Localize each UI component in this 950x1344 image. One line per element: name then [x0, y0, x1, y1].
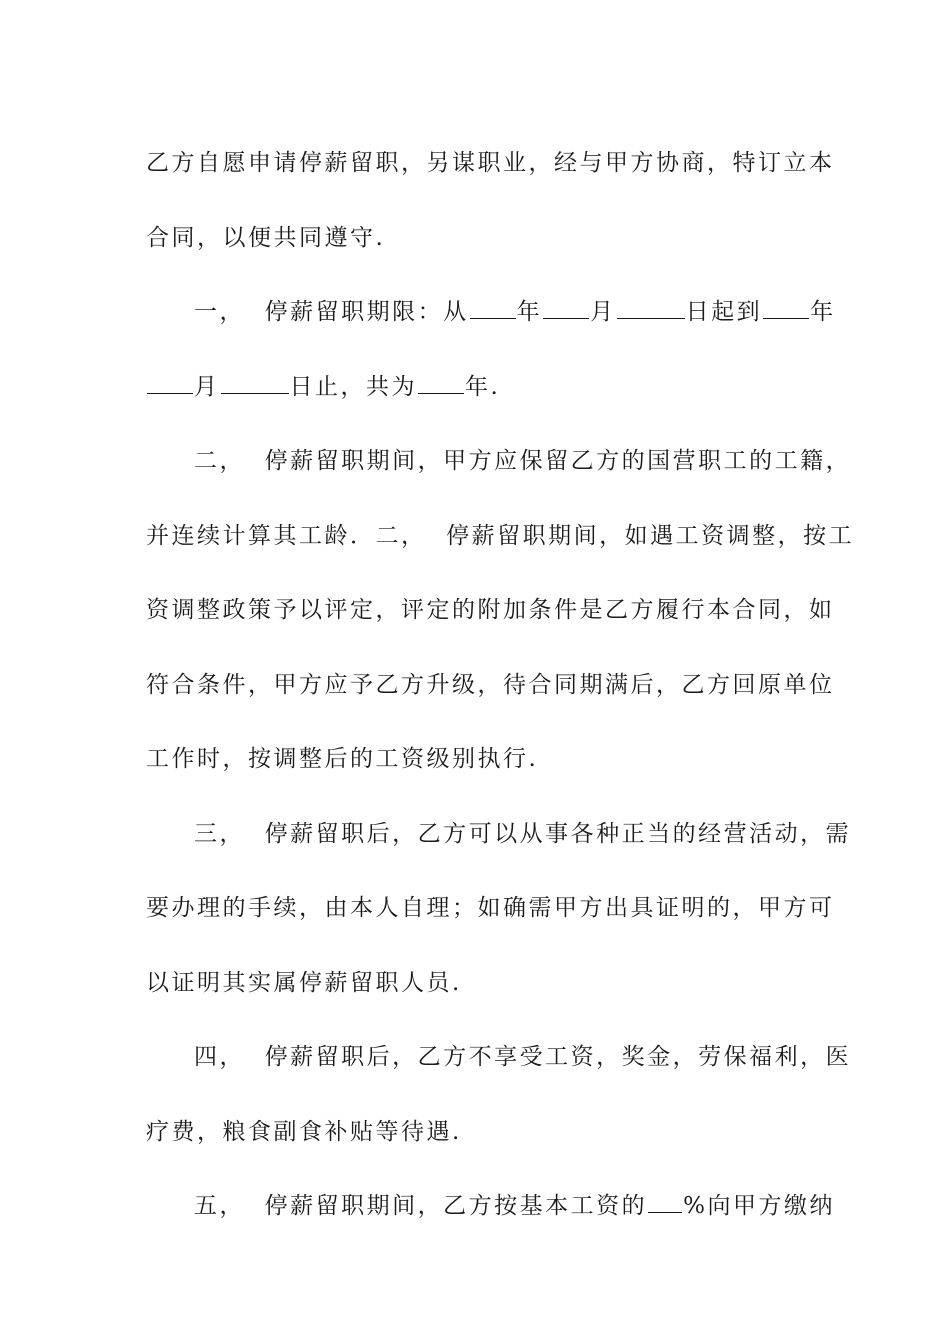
year-total-label: 年. — [465, 373, 501, 400]
clause-5-text-1b: %向甲方缴纳 — [683, 1193, 835, 1219]
clause-2-line-3: 资调整政策予以评定，评定的附加条件是乙方履行本合同，如 — [146, 597, 835, 623]
clause-1-line-1 — [146, 275, 836, 350]
clause-3-line-2: 要办理的手续，由本人自理；如确需甲方出具证明的，甲方可 — [146, 895, 835, 921]
blank-start-month — [543, 298, 589, 319]
blank-end-day — [221, 373, 289, 394]
blank-start-year — [470, 298, 516, 319]
clause-2-line-5: 工作时，按调整后的工资级别执行. — [146, 746, 539, 772]
blank-percent — [648, 1192, 682, 1213]
clause-2-line-2 — [146, 499, 855, 574]
clause-4-line-1 — [146, 1020, 852, 1095]
blank-end-year — [763, 298, 809, 319]
blank-total-years — [418, 373, 464, 394]
clause-1-lead: 停薪留职期限：从 — [264, 299, 469, 325]
clause-5-number: 五， — [194, 1193, 245, 1219]
clause-4-line-2: 疗费，粮食副食补贴等待遇. — [146, 1118, 462, 1145]
clause-1-number: 一， — [194, 299, 245, 325]
blank-end-month — [147, 373, 193, 394]
clause-4-number: 四， — [194, 1044, 245, 1070]
clause-2-text-1: 停薪留职期间，甲方应保留乙方的国营职工的工籍， — [264, 448, 852, 474]
intro-line-1: 乙方自愿申请停薪留职，另谋职业，经与甲方协商，特订立本 — [146, 150, 835, 176]
contract-body — [146, 126, 855, 1244]
clause-2-line-4: 符合条件，甲方应予乙方升级，待合同期满后，乙方回原单位 — [146, 671, 835, 698]
month-end-label: 月 — [194, 373, 220, 400]
day-until-label: 日止，共为 — [289, 373, 417, 400]
clause-3-text-1: 停薪留职后，乙方可以从事各种正当的经营活动，需 — [264, 820, 852, 847]
clause-3-number: 三， — [194, 820, 245, 847]
year-label: 年 — [516, 299, 543, 325]
intro-line-2: 合同，以便共同遵守. — [146, 224, 386, 251]
clause-1-line-2 — [146, 350, 806, 425]
clause-3-line-1 — [146, 797, 852, 872]
clause-2-text-2a: 并连续计算其工龄．二， — [146, 522, 427, 549]
clause-2-text-2b: 停薪留职期间，如遇工资调整，按工 — [446, 522, 855, 549]
clause-3-line-3: 以证明其实属停薪留职人员. — [146, 969, 462, 996]
clause-5-line-1 — [146, 1169, 835, 1244]
clause-2-line-1 — [146, 424, 852, 499]
day-from-label: 日起到 — [685, 299, 763, 325]
month-label: 月 — [590, 299, 616, 325]
clause-5-text-1a: 停薪留职期间，乙方按基本工资的 — [264, 1193, 648, 1219]
clause-4-text-1: 停薪留职后，乙方不享受工资，奖金，劳保福利，医 — [264, 1044, 852, 1070]
year-end-label: 年 — [810, 299, 836, 325]
clause-2-number: 二， — [194, 448, 245, 474]
blank-start-day — [617, 298, 685, 319]
